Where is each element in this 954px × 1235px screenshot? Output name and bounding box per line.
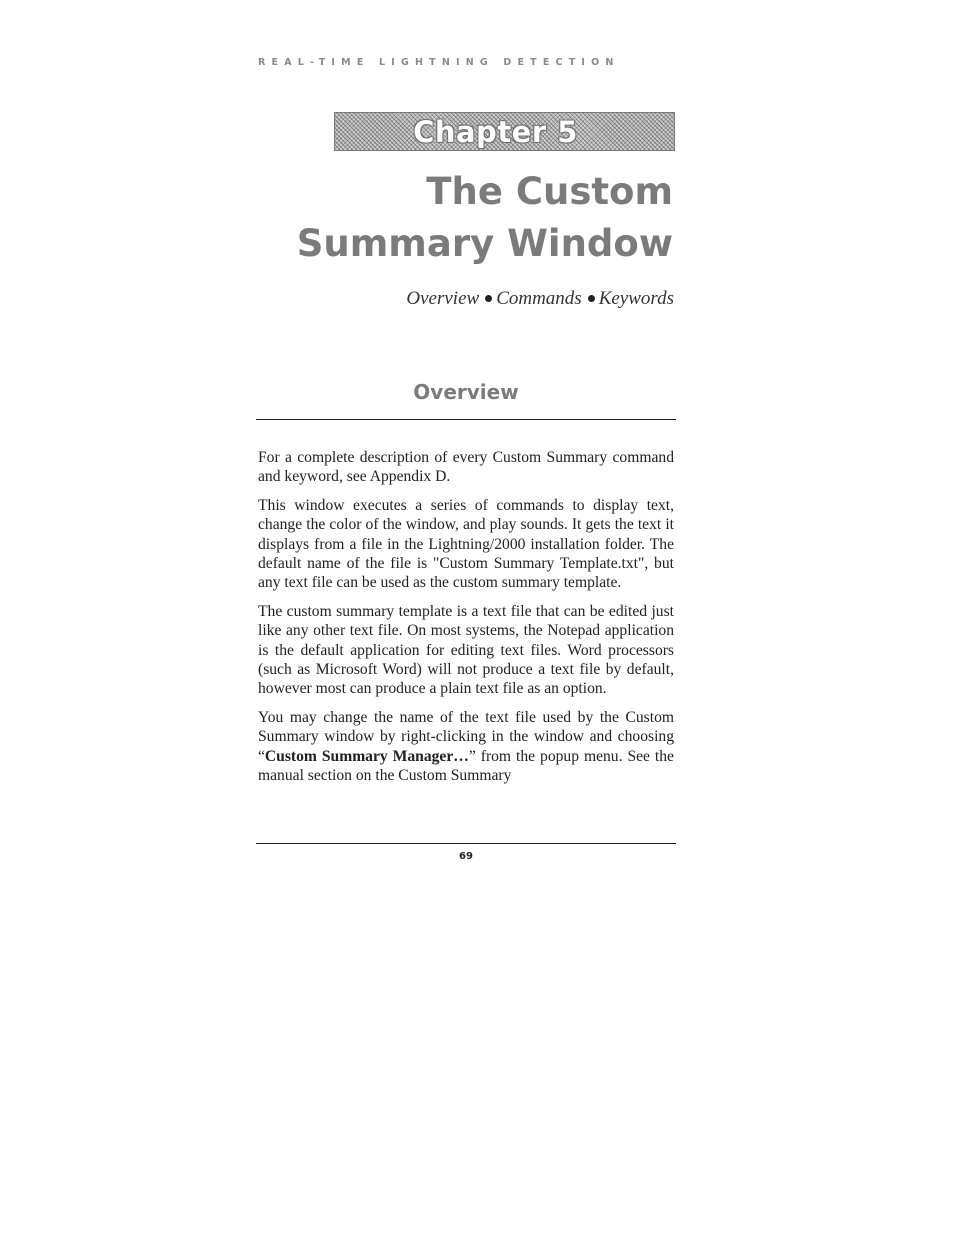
chapter-label-box <box>334 112 675 151</box>
paragraph <box>258 708 674 785</box>
bullet-icon <box>485 295 492 302</box>
paragraph-text: ” from the popup menu. See the manual section on the Custom Summary <box>258 747 674 784</box>
page-number: 69 <box>459 851 473 862</box>
topic-commands: Commands <box>496 288 582 309</box>
paragraph: This window executes a series of commands to display text, change the color of the window, and play sounds. It gets the text it displays from a file in the Lightning/2000 installation folder. The default name of the file is "Custom Summary Template.txt", but any text file can be used as the custom summary template. <box>258 497 674 592</box>
chapter-title <box>253 166 673 270</box>
chapter-topics <box>406 288 674 310</box>
chapter-title-line-1: The Custom <box>426 170 673 213</box>
section-heading: Overview <box>413 380 519 404</box>
paragraph: For a complete description of every Custom Summary command and keyword, see Appendix D. <box>258 449 674 486</box>
paragraph-text: You may change the name of the text file used by the Custom Summary window by right-clicking in the window and choosing “ <box>258 709 674 765</box>
topic-keywords: Keywords <box>598 288 674 309</box>
section-divider <box>256 419 676 420</box>
bullet-icon <box>588 295 595 302</box>
running-header: REAL-TIME LIGHTNING DETECTION <box>258 57 620 68</box>
chapter-label: Chapter 5 <box>413 114 578 149</box>
paragraph: The custom summary template is a text file that can be edited just like any other text file. On most systems, the Notepad application is the default application for editing text files. Word processors (such as Microsoft Word) will not produce a text file by default, however most can produce a plain text file as an option. <box>258 603 674 698</box>
topic-overview: Overview <box>406 288 480 309</box>
menu-item-reference: Custom Summary Manager… <box>264 747 469 765</box>
body-text <box>258 448 674 795</box>
chapter-title-line-2: Summary Window <box>296 222 673 265</box>
footer-divider <box>256 843 676 844</box>
